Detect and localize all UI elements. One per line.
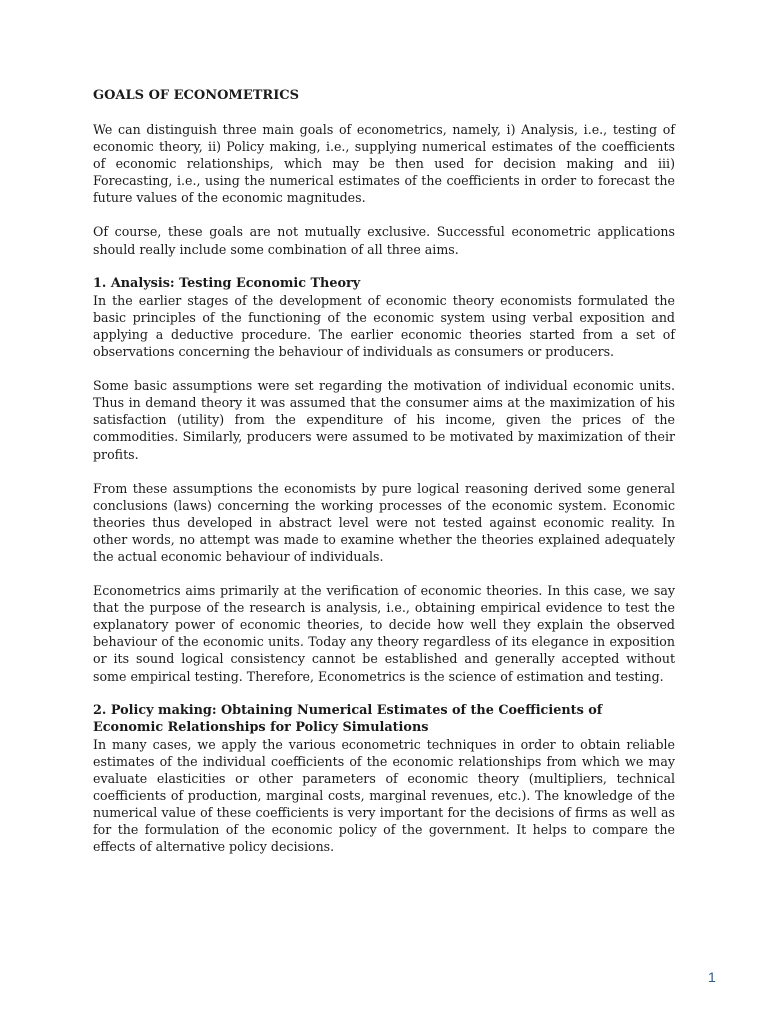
section-paragraph: From these assumptions the economists by pure logical reasoning derived some general conclusions (laws) concerning the working processes of the economic system. Economic theories thus developed in abstract level were not tested against economic reality. In other words, no attempt was made to examine whether the theories explained adequately the actual economic behaviour of individuals. [93,480,675,564]
page-number: 1 [708,969,716,985]
intro-paragraph: Of course, these goals are not mutually exclusive. Successful econometric applications should really include some combination of all three aims. [93,224,675,257]
intro-paragraph: We can distinguish three main goals of econometrics, namely, i) Analysis, i.e., testing of economic theory, ii) Policy making, i.e., supplying numerical estimates of the coefficients of economic relationships, which may be then used for decision making and iii) Forecasting, i.e., using the numerical estimates of the coefficients in order to forecast the future values of the economic magnitudes. [93,122,675,206]
section-paragraph: Some basic assumptions were set regarding the motivation of individual economic units. Thus in demand theory it was assumed that the consumer aims at the maximization of his satisfaction (utility) from the expenditure of his income, given the prices of the commodities. Similarly, producers were assumed to be motivated by maximization of their profits. [93,378,675,462]
section-paragraph: In many cases, we apply the various econometric techniques in order to obtain reliable estimates of the individual coefficients of the economic relationships from which we may evaluate elasticities or other parameters of economic theory (multipliers, technical coefficients of production, marginal costs, marginal revenues, etc.). The knowledge of the numerical value of these coefficients is very important for the decisions of firms as well as for the formulation of the economic policy of the government. It helps to compare the effects of alternative policy decisions. [93,736,675,855]
section-heading-analysis: 1. Analysis: Testing Economic Theory [93,275,361,291]
section-paragraph: Econometrics aims primarily at the verification of economic theories. In this case, we say that the purpose of the research is analysis, i.e., obtaining empirical evidence to test the explanatory power of economic theories, to decide how well they explain the observed behaviour of the economic units. Today any theory regardless of its elegance in exposition or its sound logical consistency cannot be established and generally accepted without some empirical testing. Therefore, Econometrics is the science of estimation and testing. [93,583,675,684]
document-body [93,87,675,872]
section-heading-policy-making: 2. Policy making: Obtaining Numerical Estimates of the Coefficients of Economic Relationships for Policy Simulations [93,702,603,735]
section-paragraph: In the earlier stages of the development of economic theory economists formulated the basic principles of the functioning of the economic system using verbal exposition and applying a deductive procedure. The earlier economic theories started from a set of observations concerning the behaviour of individuals as consumers or producers. [93,292,675,360]
document-title: GOALS OF ECONOMETRICS [93,88,300,103]
